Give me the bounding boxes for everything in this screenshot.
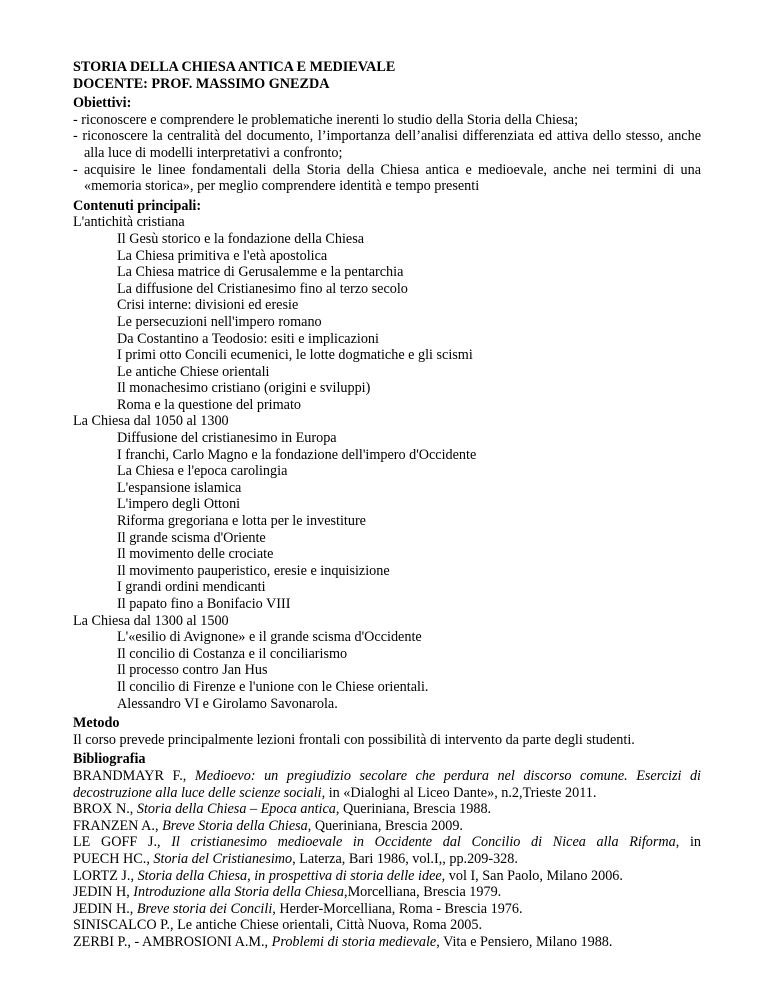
- method-section: [73, 715, 701, 748]
- entry-title: Breve Storia della Chiesa: [162, 817, 308, 834]
- document-page: [73, 59, 701, 950]
- list-item: La Chiesa e l'epoca carolingia: [117, 463, 288, 480]
- list-item: Diffusione del cristianesimo in Europa: [117, 430, 337, 447]
- bibliography-section: [73, 751, 701, 950]
- document-header: [73, 59, 701, 92]
- bibliography-entry: [73, 834, 701, 851]
- entry-author: JEDIN H.,: [73, 900, 137, 917]
- list-item: I franchi, Carlo Magno e la fondazione dell'impero d'Occidente: [117, 446, 477, 463]
- entry-author: BROX N.,: [73, 801, 137, 818]
- list-item: Riforma gregoriana e lotta per le investiture: [117, 513, 366, 530]
- list-item: Il monachesimo cristiano (origini e sviluppi): [117, 380, 371, 397]
- list-item: Il concilio di Firenze e l'unione con le Chiese orientali.: [117, 678, 429, 695]
- list-item: I primi otto Concili ecumenici, le lotte dogmatiche e gli scismi: [117, 347, 473, 364]
- entry-author: PUECH HC.,: [73, 850, 154, 867]
- list-item: Da Costantino a Teodosio: esiti e implicazioni: [117, 330, 379, 347]
- list-item: Il concilio di Costanza e il conciliarismo: [117, 645, 348, 662]
- group-title: La Chiesa dal 1300 al 1500: [73, 612, 229, 629]
- entry-author: SINISCALCO P., Le antiche Chiese orientali, Città Nuova, Roma 2005.: [73, 917, 483, 934]
- bibliography-entry: [73, 768, 701, 801]
- bibliography-entry: [73, 801, 701, 818]
- entry-publication: , vol I, San Paolo, Milano 2006.: [441, 867, 623, 884]
- objective-item: - acquisire le linee fondamentali della Storia della Chiesa antica e medioevale, anche nei termini di una «memoria storica», per meglio comprendere identità e tempo presenti: [73, 161, 701, 195]
- bibliography-entry: [73, 901, 701, 918]
- entry-publication: , Queriniana, Brescia 2009.: [307, 817, 463, 834]
- method-text: Il corso prevede principalmente lezioni frontali con possibilità di intervento da parte degli studenti.: [73, 731, 635, 748]
- bibliography-entry: [73, 917, 701, 934]
- list-item: La Chiesa matrice di Gerusalemme e la pentarchia: [117, 264, 404, 281]
- bibliography-heading: Bibliografia: [73, 751, 146, 768]
- group-title: La Chiesa dal 1050 al 1300: [73, 413, 229, 430]
- contents-group-1050-1300: [73, 413, 701, 612]
- bibliography-entry: [73, 868, 701, 885]
- list-item: La Chiesa primitiva e l'età apostolica: [117, 247, 328, 264]
- list-item: Alessandro VI e Girolamo Savonarola.: [117, 695, 338, 712]
- bibliography-entry: [73, 934, 701, 951]
- contents-group-antiquity: [73, 214, 701, 413]
- entry-title: Il cristianesimo medioevale in Occidente dal Concilio di Nicea alla Riforma: [171, 834, 676, 851]
- entry-author: LE GOFF J.,: [73, 834, 172, 851]
- list-item: Roma e la questione del primato: [117, 396, 301, 413]
- objectives-heading: Obiettivi:: [73, 95, 132, 112]
- bibliography-entry: [73, 884, 701, 901]
- entry-title: Introduzione alla Storia della Chiesa: [133, 884, 345, 901]
- list-item: Il processo contro Jan Hus: [117, 662, 268, 679]
- list-item: Il movimento delle crociate: [117, 546, 274, 563]
- group-title: L'antichità cristiana: [73, 214, 185, 231]
- list-item: Crisi interne: divisioni ed eresie: [117, 297, 299, 314]
- entry-title: Storia del Cristianesimo: [153, 850, 293, 867]
- entry-title: Breve storia dei Concili: [136, 900, 273, 917]
- entry-publication: , Herder-Morcelliana, Roma - Brescia 1976.: [272, 900, 523, 917]
- entry-publication: , Queriniana, Brescia 1988.: [335, 801, 492, 818]
- entry-title: Storia della Chiesa, in prospettiva di storia delle idee: [137, 867, 442, 884]
- teacher-line: DOCENTE: PROF. MASSIMO GNEZDA: [73, 75, 330, 92]
- contents-section: [73, 198, 701, 712]
- list-item: Il grande scisma d'Oriente: [117, 529, 266, 546]
- method-heading: Metodo: [73, 715, 120, 732]
- list-item: Le antiche Chiese orientali: [117, 363, 270, 380]
- bibliography-entry: [73, 818, 701, 835]
- list-item: L'impero degli Ottoni: [117, 496, 241, 513]
- entry-author: BRANDMAYR F.,: [73, 767, 195, 784]
- entry-title: Storia della Chiesa – Epoca antica: [136, 801, 336, 818]
- entry-author: LORTZ J.,: [73, 867, 138, 884]
- contents-group-1300-1500: [73, 613, 701, 713]
- list-item: Il movimento pauperistico, eresie e inquisizione: [117, 562, 390, 579]
- bibliography-entry: [73, 851, 701, 868]
- entry-publication: ,Morcelliana, Brescia 1979.: [344, 884, 502, 901]
- entry-publication: , in «Dialoghi al Liceo Dante», n.2,Trieste 2011.: [321, 784, 597, 801]
- list-item: Le persecuzioni nell'impero romano: [117, 313, 322, 330]
- objectives-section: [73, 95, 701, 195]
- entry-author: JEDIN H,: [73, 884, 134, 901]
- list-item: I grandi ordini mendicanti: [117, 579, 266, 596]
- entry-title: Medioevo: un pregiudizio secolare che perdura nel discorso comune. Esercizi di decostruzione alla luce delle scienze sociali: [73, 767, 701, 801]
- entry-publication: , in: [675, 834, 701, 851]
- list-item: L'«esilio di Avignone» e il grande scisma d'Occidente: [117, 629, 422, 646]
- contents-heading: Contenuti principali:: [73, 197, 202, 214]
- course-title: STORIA DELLA CHIESA ANTICA E MEDIEVALE: [73, 59, 396, 75]
- entry-author: ZERBI P., - AMBROSIONI A.M.,: [73, 933, 272, 950]
- list-item: Il Gesù storico e la fondazione della Chiesa: [117, 230, 365, 247]
- entry-publication: , Vita e Pensiero, Milano 1988.: [436, 933, 613, 950]
- list-item: L'espansione islamica: [117, 479, 242, 496]
- entry-title: Problemi di storia medievale: [271, 933, 437, 950]
- objective-item: - riconoscere la centralità del documento, l’importanza dell’analisi differenziata ed attiva dello stesso, anche alla luce di modelli interpretativi a confronto;: [73, 128, 701, 161]
- objective-item: - riconoscere e comprendere le problematiche inerenti lo studio della Storia della Chiesa;: [73, 111, 579, 128]
- entry-publication: , Laterza, Bari 1986, vol.I,, pp.209-328.: [292, 850, 518, 867]
- entry-author: FRANZEN A.,: [73, 817, 163, 834]
- list-item: Il papato fino a Bonifacio VIII: [117, 596, 291, 612]
- list-item: La diffusione del Cristianesimo fino al terzo secolo: [117, 280, 408, 297]
